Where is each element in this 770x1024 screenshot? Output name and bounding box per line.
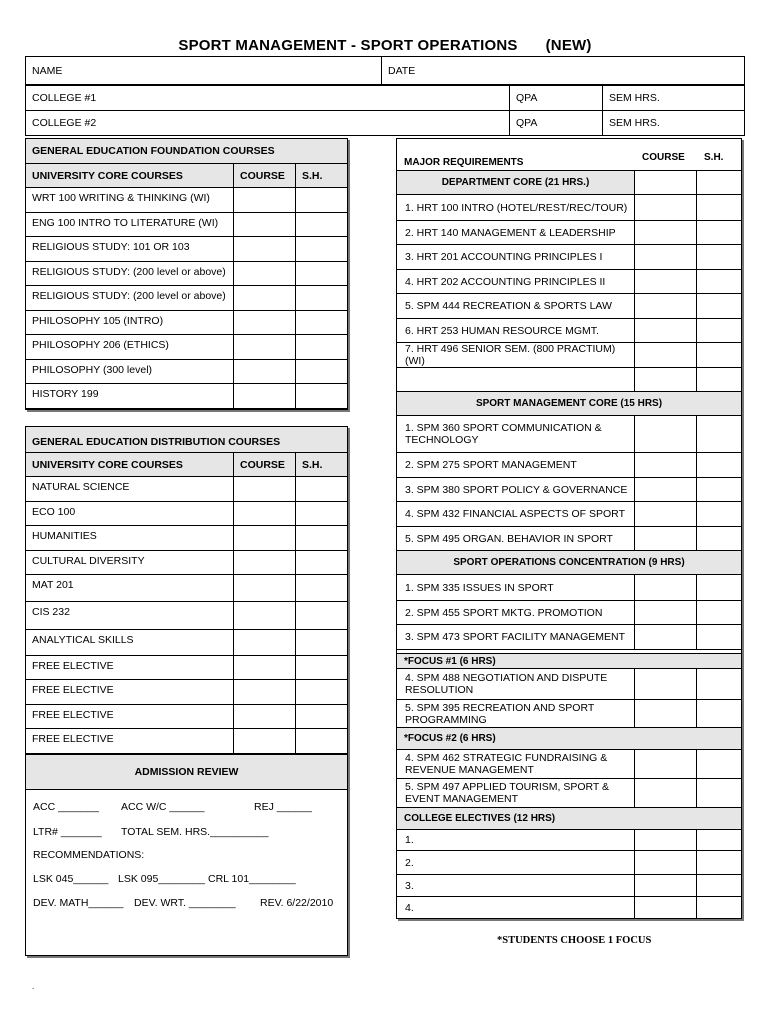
- lsk095-field[interactable]: LSK 095________: [118, 873, 205, 885]
- table-row: [396, 367, 635, 392]
- table-row: [25, 310, 234, 335]
- college2-qpa-field[interactable]: [509, 110, 603, 136]
- revision-date: REV. 6/22/2010: [260, 897, 334, 909]
- course-input[interactable]: [634, 194, 697, 221]
- table-row: [396, 874, 635, 897]
- sh-input[interactable]: [696, 220, 742, 245]
- course-input[interactable]: [634, 668, 697, 700]
- course-input[interactable]: [233, 679, 296, 705]
- course-input[interactable]: [233, 704, 296, 729]
- table-row: [396, 269, 635, 294]
- form-title: SPORT MANAGEMENT - SPORT OPERATIONS: [178, 37, 518, 54]
- course-input[interactable]: [233, 728, 296, 754]
- course-input[interactable]: [233, 236, 296, 262]
- foundation-core-col-header: UNIVERSITY CORE COURSES: [25, 163, 234, 188]
- footer-note: *STUDENTS CHOOSE 1 FOCUS: [497, 935, 652, 946]
- row-label: 2.: [405, 856, 414, 869]
- table-row: [25, 525, 234, 551]
- college2-sem-hrs-field[interactable]: [602, 110, 745, 136]
- row-label: 7. HRT 496 SENIOR SEM. (800 PRACTIUM) (WI): [405, 343, 616, 367]
- course-input[interactable]: [233, 655, 296, 680]
- course-input[interactable]: [634, 624, 697, 650]
- course-input[interactable]: [233, 574, 296, 602]
- page-title: [0, 37, 770, 54]
- sh-input[interactable]: [696, 318, 742, 343]
- table-row: [25, 655, 234, 680]
- course-input[interactable]: [634, 318, 697, 343]
- table-row: [396, 829, 635, 851]
- admission-review-heading: ADMISSION REVIEW: [25, 754, 348, 790]
- gen-ed-foundation-heading: GENERAL EDUCATION FOUNDATION COURSES: [25, 138, 348, 164]
- college-electives-heading: [396, 807, 742, 830]
- sh-input[interactable]: [295, 704, 348, 729]
- table-row: [25, 704, 234, 729]
- row-label: 3.: [405, 879, 414, 892]
- sh-input[interactable]: [295, 310, 348, 335]
- table-row: [396, 600, 635, 625]
- date-label: DATE: [388, 64, 416, 77]
- major-sh-col-header: S.H.: [704, 152, 724, 163]
- sh-input[interactable]: [696, 874, 742, 897]
- sh-input[interactable]: [696, 829, 742, 851]
- table-row: [396, 574, 635, 601]
- row-label: 4. SPM 488 NEGOTIATION AND DISPUTE RESOLUTION: [405, 672, 608, 696]
- course-input[interactable]: [634, 749, 697, 779]
- course-input[interactable]: [233, 550, 296, 575]
- table-row: [396, 896, 635, 919]
- row-label: ANALYTICAL SKILLS: [32, 634, 134, 646]
- course-input[interactable]: [634, 829, 697, 851]
- distribution-sh-col-header: S.H.: [295, 452, 348, 477]
- form-title-suffix: (NEW): [545, 37, 592, 54]
- table-row: [396, 244, 635, 270]
- sh-input[interactable]: [696, 574, 742, 601]
- table-row: [25, 334, 234, 360]
- course-input[interactable]: [233, 601, 296, 630]
- row-label: 5. SPM 395 RECREATION AND SPORT PROGRAMMING: [405, 702, 595, 726]
- course-input[interactable]: [634, 778, 697, 808]
- row-label: 6. HRT 253 HUMAN RESOURCE MGMT.: [405, 324, 599, 337]
- table-row: [396, 293, 635, 319]
- course-input[interactable]: [233, 334, 296, 360]
- row-label: COLLEGE ELECTIVES (12 HRS): [404, 813, 556, 824]
- row-label: 3. HRT 201 ACCOUNTING PRINCIPLES I: [405, 251, 603, 263]
- name-field[interactable]: [25, 56, 382, 85]
- foundation-course-col-header: COURSE: [233, 163, 296, 188]
- table-row: [25, 574, 234, 602]
- table-row: [396, 526, 635, 551]
- course-input[interactable]: [634, 526, 697, 551]
- sh-input[interactable]: [696, 342, 742, 368]
- distribution-course-col-header: COURSE: [233, 452, 296, 477]
- sh-input[interactable]: [295, 476, 348, 502]
- major-requirements-heading: MAJOR REQUIREMENTS: [404, 157, 524, 168]
- page-dot: .: [32, 982, 35, 991]
- focus2-label: [396, 727, 742, 750]
- sh-input[interactable]: [295, 550, 348, 575]
- date-field[interactable]: [381, 56, 745, 85]
- sh-input[interactable]: [295, 525, 348, 551]
- course-input[interactable]: [634, 220, 697, 245]
- row-label: 4. HRT 202 ACCOUNTING PRINCIPLES II: [405, 275, 606, 288]
- table-row: [25, 728, 234, 754]
- department-core-heading: [396, 170, 635, 195]
- course-input[interactable]: [634, 574, 697, 601]
- sh-input[interactable]: [295, 359, 348, 384]
- rej-field[interactable]: REJ ______: [254, 801, 312, 813]
- dev-wrt-field[interactable]: DEV. WRT. ________: [134, 897, 236, 909]
- table-row: [25, 212, 234, 237]
- row-label: *FOCUS #2 (6 HRS): [404, 733, 496, 744]
- college1-qpa-field[interactable]: [509, 85, 603, 111]
- course-input[interactable]: [634, 170, 697, 195]
- table-row: [25, 187, 234, 213]
- sh-input[interactable]: [295, 728, 348, 754]
- college2-field[interactable]: [25, 110, 510, 136]
- major-course-col-header: COURSE: [642, 152, 685, 163]
- sh-input[interactable]: [696, 778, 742, 808]
- crl101-field[interactable]: CRL 101________: [208, 873, 296, 885]
- sh-input[interactable]: [295, 285, 348, 311]
- sh-input[interactable]: [295, 679, 348, 705]
- course-input[interactable]: [634, 244, 697, 270]
- sh-input[interactable]: [696, 699, 742, 729]
- row-label: ENG 100 INTRO TO LITERATURE (WI): [32, 217, 219, 229]
- row-label: 3. SPM 380 SPORT POLICY & GOVERNANCE: [405, 483, 628, 496]
- row-label: FREE ELECTIVE: [32, 660, 114, 672]
- row-label: 2. SPM 455 SPORT MKTG. PROMOTION: [405, 606, 603, 619]
- row-label: SPORT MANAGEMENT CORE (15 HRS): [475, 398, 663, 409]
- table-row: [396, 318, 635, 343]
- row-label: ECO 100: [32, 506, 76, 518]
- sh-input[interactable]: [696, 170, 742, 195]
- sh-input[interactable]: [295, 574, 348, 602]
- qpa-label: QPA: [516, 92, 538, 104]
- row-label: RELIGIOUS STUDY: 101 OR 103: [32, 241, 190, 253]
- course-input[interactable]: [233, 359, 296, 384]
- table-row: [396, 342, 635, 368]
- table-row: [25, 261, 234, 286]
- table-row: [396, 624, 635, 650]
- sh-input[interactable]: [696, 452, 742, 478]
- course-input[interactable]: [233, 285, 296, 311]
- sh-input[interactable]: [696, 624, 742, 650]
- course-input[interactable]: [634, 874, 697, 897]
- course-input[interactable]: [233, 629, 296, 656]
- sh-input[interactable]: [295, 334, 348, 360]
- table-row: [396, 194, 635, 221]
- table-row: [25, 285, 234, 311]
- row-label: 4. SPM 432 FINANCIAL ASPECTS OF SPORT: [405, 508, 625, 520]
- course-input[interactable]: [233, 501, 296, 526]
- course-input[interactable]: [634, 342, 697, 368]
- row-label: 2. SPM 275 SPORT MANAGEMENT: [405, 459, 577, 471]
- sh-input[interactable]: [295, 383, 348, 409]
- recommendations-label: RECOMMENDATIONS:: [33, 849, 145, 861]
- total-sem-hrs-field[interactable]: TOTAL SEM. HRS.__________: [121, 826, 269, 838]
- table-row: [396, 415, 635, 453]
- dev-math-field[interactable]: DEV. MATH______: [33, 897, 124, 909]
- focus1-label: [396, 653, 742, 669]
- course-input[interactable]: [233, 383, 296, 409]
- table-row: [396, 749, 635, 779]
- table-row: [25, 550, 234, 575]
- course-input[interactable]: [233, 212, 296, 237]
- table-row: [396, 501, 635, 527]
- sh-input[interactable]: [696, 668, 742, 700]
- row-label: 1. HRT 100 INTRO (HOTEL/REST/REC/TOUR): [405, 201, 628, 214]
- college1-field[interactable]: [25, 85, 510, 111]
- row-label: 4. SPM 462 STRATEGIC FUNDRAISING & REVENUE MANAGEMENT: [405, 752, 608, 776]
- sh-input[interactable]: [295, 187, 348, 213]
- row-label: 4.: [405, 901, 414, 914]
- sport-management-core-heading: [396, 391, 742, 416]
- sh-input[interactable]: [696, 850, 742, 875]
- table-row: [25, 629, 234, 656]
- row-label: FREE ELECTIVE: [32, 733, 114, 745]
- sh-input[interactable]: [696, 194, 742, 221]
- table-row: [396, 778, 635, 808]
- row-label: RELIGIOUS STUDY: (200 level or above): [32, 290, 226, 302]
- lsk045-field[interactable]: LSK 045______: [33, 873, 109, 885]
- foundation-sh-col-header: S.H.: [295, 163, 348, 188]
- table-row: [25, 501, 234, 526]
- sh-input[interactable]: [696, 415, 742, 453]
- course-input[interactable]: [634, 293, 697, 319]
- row-label: CULTURAL DIVERSITY: [32, 555, 145, 567]
- sh-input[interactable]: [696, 477, 742, 502]
- ltr-field[interactable]: LTR# _______: [33, 826, 102, 838]
- table-row: [25, 236, 234, 262]
- row-label: HISTORY 199: [32, 388, 99, 400]
- row-label: PHILOSOPHY (300 level): [32, 364, 153, 376]
- row-label: 1.: [405, 834, 414, 846]
- course-input[interactable]: [634, 367, 697, 392]
- sh-input[interactable]: [696, 269, 742, 294]
- sport-operations-heading: [396, 550, 742, 575]
- row-label: PHILOSOPHY 105 (INTRO): [32, 315, 164, 327]
- table-row: [25, 383, 234, 409]
- course-input[interactable]: [634, 501, 697, 527]
- table-row: [396, 220, 635, 245]
- row-label: 3. SPM 473 SPORT FACILITY MANAGEMENT: [405, 631, 625, 643]
- course-input[interactable]: [233, 525, 296, 551]
- row-label: 1. SPM 360 SPORT COMMUNICATION & TECHNOLOGY: [405, 422, 602, 446]
- table-row: [396, 699, 635, 729]
- course-input[interactable]: [634, 699, 697, 729]
- row-label: RELIGIOUS STUDY: (200 level or above): [32, 266, 226, 278]
- course-input[interactable]: [634, 269, 697, 294]
- sh-input[interactable]: [696, 293, 742, 319]
- sh-input[interactable]: [696, 749, 742, 779]
- row-label: 5. SPM 497 APPLIED TOURISM, SPORT & EVENT MANAGEMENT: [405, 781, 610, 805]
- sh-input[interactable]: [295, 629, 348, 656]
- course-input[interactable]: [233, 310, 296, 335]
- course-input[interactable]: [233, 261, 296, 286]
- course-input[interactable]: [634, 477, 697, 502]
- row-label: SPORT OPERATIONS CONCENTRATION (9 HRS): [453, 557, 685, 568]
- sh-input[interactable]: [696, 526, 742, 551]
- course-input[interactable]: [634, 850, 697, 875]
- sh-input[interactable]: [696, 244, 742, 270]
- gen-ed-distribution-heading: GENERAL EDUCATION DISTRIBUTION COURSES: [25, 426, 348, 453]
- row-label: DEPARTMENT CORE (21 HRS.): [441, 177, 590, 188]
- sh-input[interactable]: [295, 261, 348, 286]
- college1-sem-hrs-field[interactable]: [602, 85, 745, 111]
- row-label: NATURAL SCIENCE: [32, 481, 130, 493]
- qpa-label: QPA: [516, 117, 538, 129]
- sh-input[interactable]: [696, 367, 742, 392]
- acc-field[interactable]: ACC _______: [33, 801, 99, 813]
- row-label: MAT 201: [32, 579, 74, 591]
- row-label: HUMANITIES: [32, 530, 97, 542]
- row-label: CIS 232: [32, 606, 70, 618]
- course-input[interactable]: [233, 476, 296, 502]
- course-input[interactable]: [634, 452, 697, 478]
- sh-input[interactable]: [295, 601, 348, 630]
- table-row: [396, 477, 635, 502]
- row-label: FREE ELECTIVE: [32, 684, 114, 696]
- row-label: FREE ELECTIVE: [32, 709, 114, 721]
- name-label: NAME: [32, 64, 63, 77]
- course-input[interactable]: [233, 187, 296, 213]
- row-label: WRT 100 WRITING & THINKING (WI): [32, 192, 210, 204]
- sh-input[interactable]: [295, 236, 348, 262]
- table-row: [25, 359, 234, 384]
- row-label: PHILOSOPHY 206 (ETHICS): [32, 339, 169, 351]
- table-row: [25, 601, 234, 630]
- distribution-core-col-header: UNIVERSITY CORE COURSES: [25, 452, 234, 477]
- course-input[interactable]: [634, 896, 697, 919]
- row-label: 1. SPM 335 ISSUES IN SPORT: [405, 581, 554, 594]
- sem-hrs-label: SEM HRS.: [609, 92, 660, 104]
- college2-label: COLLEGE #2: [32, 117, 97, 129]
- table-row: [396, 452, 635, 478]
- sh-input[interactable]: [696, 600, 742, 625]
- sh-input[interactable]: [696, 896, 742, 919]
- table-row: [25, 679, 234, 705]
- college1-label: COLLEGE #1: [32, 92, 97, 104]
- sh-input[interactable]: [295, 501, 348, 526]
- table-row: [396, 850, 635, 875]
- acc-wc-field[interactable]: ACC W/C ______: [121, 801, 205, 813]
- table-row: [396, 668, 635, 700]
- row-label: 2. HRT 140 MANAGEMENT & LEADERSHIP: [405, 226, 616, 239]
- course-input[interactable]: [634, 415, 697, 453]
- row-label: 5. SPM 444 RECREATION & SPORTS LAW: [405, 300, 612, 312]
- table-row: [25, 476, 234, 502]
- row-label: 5. SPM 495 ORGAN. BEHAVIOR IN SPORT: [405, 532, 613, 545]
- sh-input[interactable]: [295, 655, 348, 680]
- sh-input[interactable]: [295, 212, 348, 237]
- course-input[interactable]: [634, 600, 697, 625]
- sh-input[interactable]: [696, 501, 742, 527]
- sem-hrs-label: SEM HRS.: [609, 117, 660, 129]
- row-label: *FOCUS #1 (6 HRS): [404, 655, 496, 667]
